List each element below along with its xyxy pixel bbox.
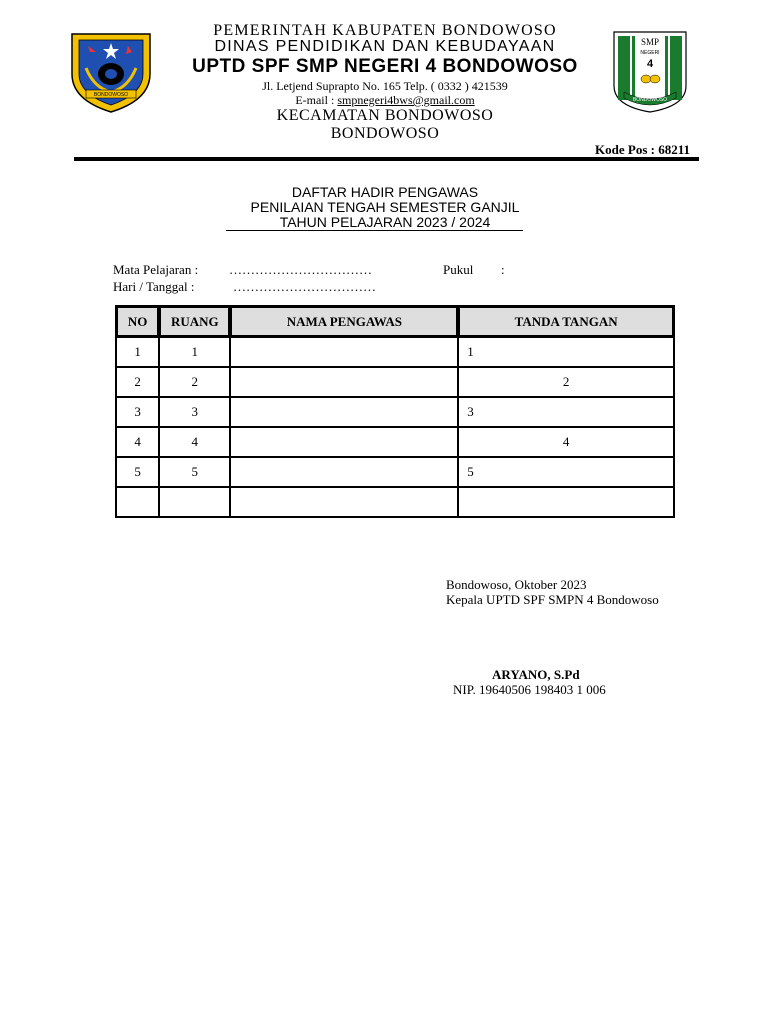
header-kabupaten: BONDOWOSO — [330, 125, 440, 142]
header-ruang: RUANG — [159, 306, 230, 337]
cell-ttd[interactable]: 4 — [458, 427, 674, 457]
cell-ruang: 3 — [159, 397, 230, 427]
signature-name: ARYANO, S.Pd — [492, 667, 580, 682]
cell-ttd[interactable]: 1 — [458, 337, 674, 367]
cell-no: 5 — [116, 457, 159, 487]
header-nama: NAMA PENGAWAS — [230, 306, 458, 337]
mapel-value: …………………………… — [229, 262, 372, 277]
header-no: NO — [116, 306, 159, 337]
hari-label: Hari / Tanggal : — [113, 279, 195, 294]
signature-position: Kepala UPTD SPF SMPN 4 Bondowoso — [446, 592, 659, 607]
email-label: E-mail : — [295, 93, 338, 107]
cell-ruang — [159, 487, 230, 517]
header-divider — [74, 157, 699, 161]
postal-code: Kode Pos : 68211 — [595, 142, 690, 157]
cell-nama[interactable] — [230, 397, 458, 427]
hari-value: …………………………… — [233, 279, 376, 294]
table-row — [116, 457, 674, 487]
header-government: PEMERINTAH KABUPATEN BONDOWOSO — [213, 22, 557, 39]
cell-ruang: 4 — [159, 427, 230, 457]
mapel-label: Mata Pelajaran : — [113, 262, 199, 277]
signature-place-date: Bondowoso, Oktober 2023 — [446, 577, 587, 592]
cell-ruang: 2 — [159, 367, 230, 397]
cell-ttd[interactable]: 2 — [458, 367, 674, 397]
cell-nama[interactable] — [230, 487, 458, 517]
table-row — [116, 427, 674, 457]
svg-text:BONDOWOSO: BONDOWOSO — [632, 97, 668, 103]
header-address: Jl. Letjend Suprapto No. 165 Telp. ( 0332 ) 421539 — [262, 79, 508, 93]
cell-ttd[interactable]: 3 — [458, 397, 674, 427]
table-row — [116, 337, 674, 367]
cell-nama[interactable] — [230, 367, 458, 397]
table-row — [116, 367, 674, 397]
email-link[interactable]: smpnegeri4bws@gmail.com — [337, 93, 475, 107]
cell-nama[interactable] — [230, 427, 458, 457]
table-header-row — [116, 306, 674, 337]
svg-text:BONDOWOSO: BONDOWOSO — [93, 92, 129, 98]
cell-no: 4 — [116, 427, 159, 457]
cell-no: 1 — [116, 337, 159, 367]
svg-text:SMP: SMP — [640, 37, 660, 47]
kabupaten-logo — [66, 28, 156, 114]
cell-ruang: 1 — [159, 337, 230, 367]
pukul-label: Pukul — [443, 262, 474, 277]
header-email-line — [150, 93, 620, 108]
header-ttd: TANDA TANGAN — [458, 306, 674, 337]
header-department: DINAS PENDIDIKAN DAN KEBUDAYAAN — [214, 38, 556, 55]
cell-ttd[interactable]: 5 — [458, 457, 674, 487]
table-row — [116, 397, 674, 427]
signature-nip: NIP. 19640506 198403 1 006 — [453, 682, 606, 697]
header-kecamatan: KECAMATAN BONDOWOSO — [276, 107, 494, 124]
doc-subtitle: PENILAIAN TENGAH SEMESTER GANJIL — [250, 199, 520, 215]
table-row — [116, 487, 674, 517]
pukul-colon: : — [501, 262, 505, 277]
cell-no: 3 — [116, 397, 159, 427]
cell-no: 2 — [116, 367, 159, 397]
title-underline — [226, 230, 523, 231]
cell-no — [116, 487, 159, 517]
school-logo — [610, 28, 690, 114]
cell-nama[interactable] — [230, 337, 458, 367]
cell-ruang: 5 — [159, 457, 230, 487]
doc-title: DAFTAR HADIR PENGAWAS — [291, 184, 479, 200]
cell-nama[interactable] — [230, 457, 458, 487]
header-school-name: UPTD SPF SMP NEGERI 4 BONDOWOSO — [192, 56, 578, 77]
cell-ttd[interactable] — [458, 487, 674, 517]
svg-text:4: 4 — [646, 58, 654, 70]
svg-text:NEGERI: NEGERI — [640, 50, 660, 56]
attendance-table — [115, 305, 675, 518]
doc-year: TAHUN PELAJARAN 2023 / 2024 — [279, 214, 491, 230]
